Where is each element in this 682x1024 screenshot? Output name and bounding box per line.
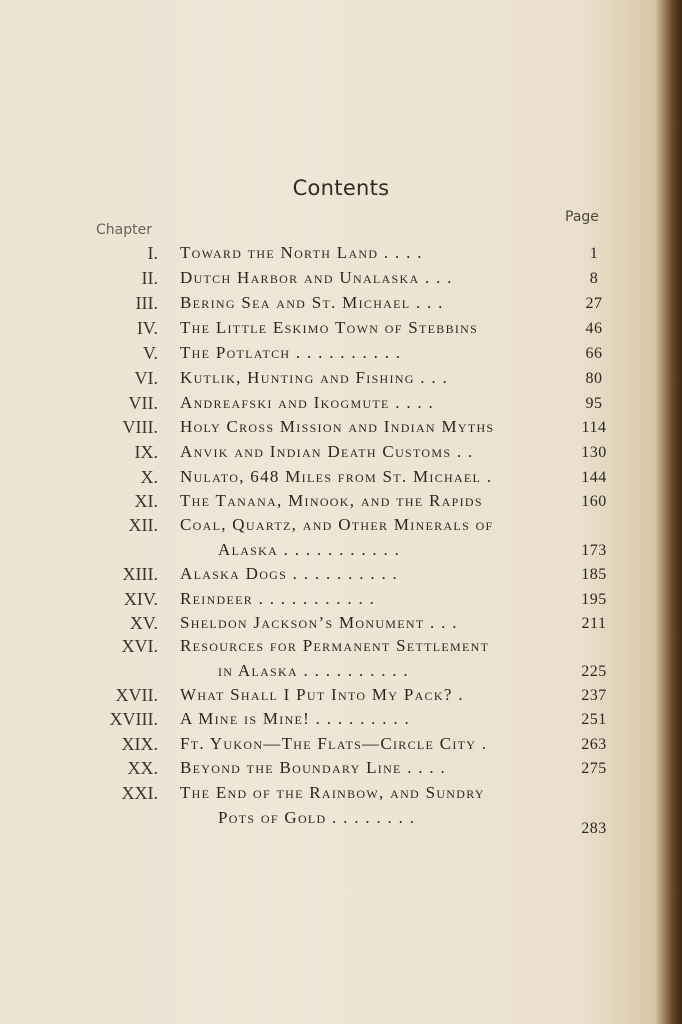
toc-entry [0, 442, 682, 466]
page-number: 144 [581, 469, 607, 486]
chapter-title: Resources for Permanent Settlement [180, 636, 490, 655]
chapter-number: V. [142, 343, 158, 363]
chapter-title: Nulato, 648 Miles from St. Michael . [180, 467, 493, 486]
toc-entry-continuation [0, 540, 682, 564]
toc-entry [0, 318, 682, 342]
chapter-number: XVII. [115, 685, 158, 705]
page-number: 130 [581, 444, 607, 461]
page-number: 225 [581, 663, 607, 680]
chapter-number: XI. [134, 491, 158, 511]
chapter-number: VII. [128, 393, 158, 413]
toc-entry [0, 467, 682, 491]
page-number: 275 [581, 760, 607, 777]
chapter-title: The Little Eskimo Town of Stebbins [180, 318, 479, 337]
toc-entry [0, 293, 682, 317]
chapter-title: Kutlik, Hunting and Fishing . . . [180, 368, 449, 387]
chapter-number: XII. [128, 515, 158, 535]
chapter-title: A Mine is Mine! . . . . . . . . . [180, 709, 411, 728]
chapter-number: XX. [127, 758, 158, 778]
chapter-title: Holy Cross Mission and Indian Myths [180, 417, 495, 436]
chapter-number: VI. [134, 368, 158, 388]
chapter-title: Sheldon Jackson’s Monument . . . [180, 613, 458, 632]
chapter-number: I. [147, 243, 158, 263]
toc-entry-continuation [0, 808, 682, 837]
chapter-title: The Tanana, Minook, and the Rapids [180, 491, 483, 510]
chapter-number: XIII. [122, 564, 158, 584]
toc-entry [0, 564, 682, 588]
chapter-column-header: Chapter [96, 222, 152, 238]
chapter-title: Ft. Yukon—The Flats—Circle City . [180, 734, 488, 753]
chapter-title: Dutch Harbor and Unalaska . . . [180, 268, 453, 287]
page-column-header: Page [565, 209, 599, 225]
chapter-title-continuation: Alaska . . . . . . . . . . . [218, 540, 401, 559]
page-number: 80 [585, 370, 603, 387]
page-title: Contents [292, 176, 390, 200]
chapter-number: III. [135, 293, 158, 313]
toc-entry-continuation [0, 661, 682, 685]
chapter-number: X. [140, 467, 158, 487]
chapter-number: VIII. [122, 417, 158, 437]
toc-entry [0, 368, 682, 392]
page-number: 173 [581, 542, 607, 559]
chapter-title: Toward the North Land . . . . [180, 243, 423, 262]
chapter-number: XXI. [121, 783, 158, 803]
chapter-title: The End of the Rainbow, and Sundry [180, 783, 485, 802]
toc-entry [0, 268, 682, 292]
chapter-number: XVI. [121, 636, 158, 656]
chapter-number: XVIII. [109, 709, 158, 729]
chapter-number: XV. [129, 613, 158, 633]
page-number: 66 [585, 345, 603, 362]
toc-entry [0, 613, 682, 637]
page-number: 46 [585, 320, 603, 337]
toc-entry [0, 783, 682, 807]
chapter-number: XIV. [123, 589, 158, 609]
page-number: 1 [589, 245, 599, 262]
toc-entry [0, 636, 682, 660]
page-number: 114 [581, 419, 607, 436]
page-number: 8 [589, 270, 599, 287]
chapter-title: What Shall I Put Into My Pack? . [180, 685, 464, 704]
page-number: 195 [581, 591, 607, 608]
toc-entry [0, 243, 682, 267]
chapter-title: Beyond the Boundary Line . . . . [180, 758, 447, 777]
toc-entry [0, 758, 682, 782]
chapter-title: Anvik and Indian Death Customs . . [180, 442, 474, 461]
toc-entry [0, 393, 682, 417]
page-number: 27 [585, 295, 603, 312]
chapter-number: II. [141, 268, 158, 288]
page-number: 251 [581, 711, 607, 728]
chapter-title: Coal, Quartz, and Other Minerals of [180, 515, 494, 534]
page-number: 160 [581, 493, 607, 510]
chapter-number: IX. [134, 442, 158, 462]
toc-entry [0, 491, 682, 515]
chapter-title: Alaska Dogs . . . . . . . . . . [180, 564, 399, 583]
toc-entry [0, 734, 682, 758]
page-number: 95 [585, 395, 603, 412]
chapter-title: Bering Sea and St. Michael . . . [180, 293, 444, 312]
toc-entry [0, 343, 682, 367]
toc-entry [0, 515, 682, 539]
chapter-title: The Potlatch . . . . . . . . . . [180, 343, 402, 362]
page-number: 211 [581, 615, 607, 632]
chapter-title: Reindeer . . . . . . . . . . . [180, 589, 376, 608]
page-number: 237 [581, 687, 607, 704]
chapter-number: XIX. [121, 734, 158, 754]
chapter-title-continuation: Pots of Gold . . . . . . . . [218, 808, 416, 827]
chapter-title: Andreafski and Ikogmute . . . . [180, 393, 435, 412]
toc-entry [0, 685, 682, 709]
page-number: 185 [581, 566, 607, 583]
toc-entry [0, 589, 682, 613]
page-number: 263 [581, 736, 607, 753]
toc-entry [0, 709, 682, 733]
chapter-number: IV. [136, 318, 158, 338]
chapter-title-continuation: in Alaska . . . . . . . . . . [218, 661, 409, 680]
toc-entry [0, 417, 682, 441]
page-number: 283 [581, 820, 607, 837]
